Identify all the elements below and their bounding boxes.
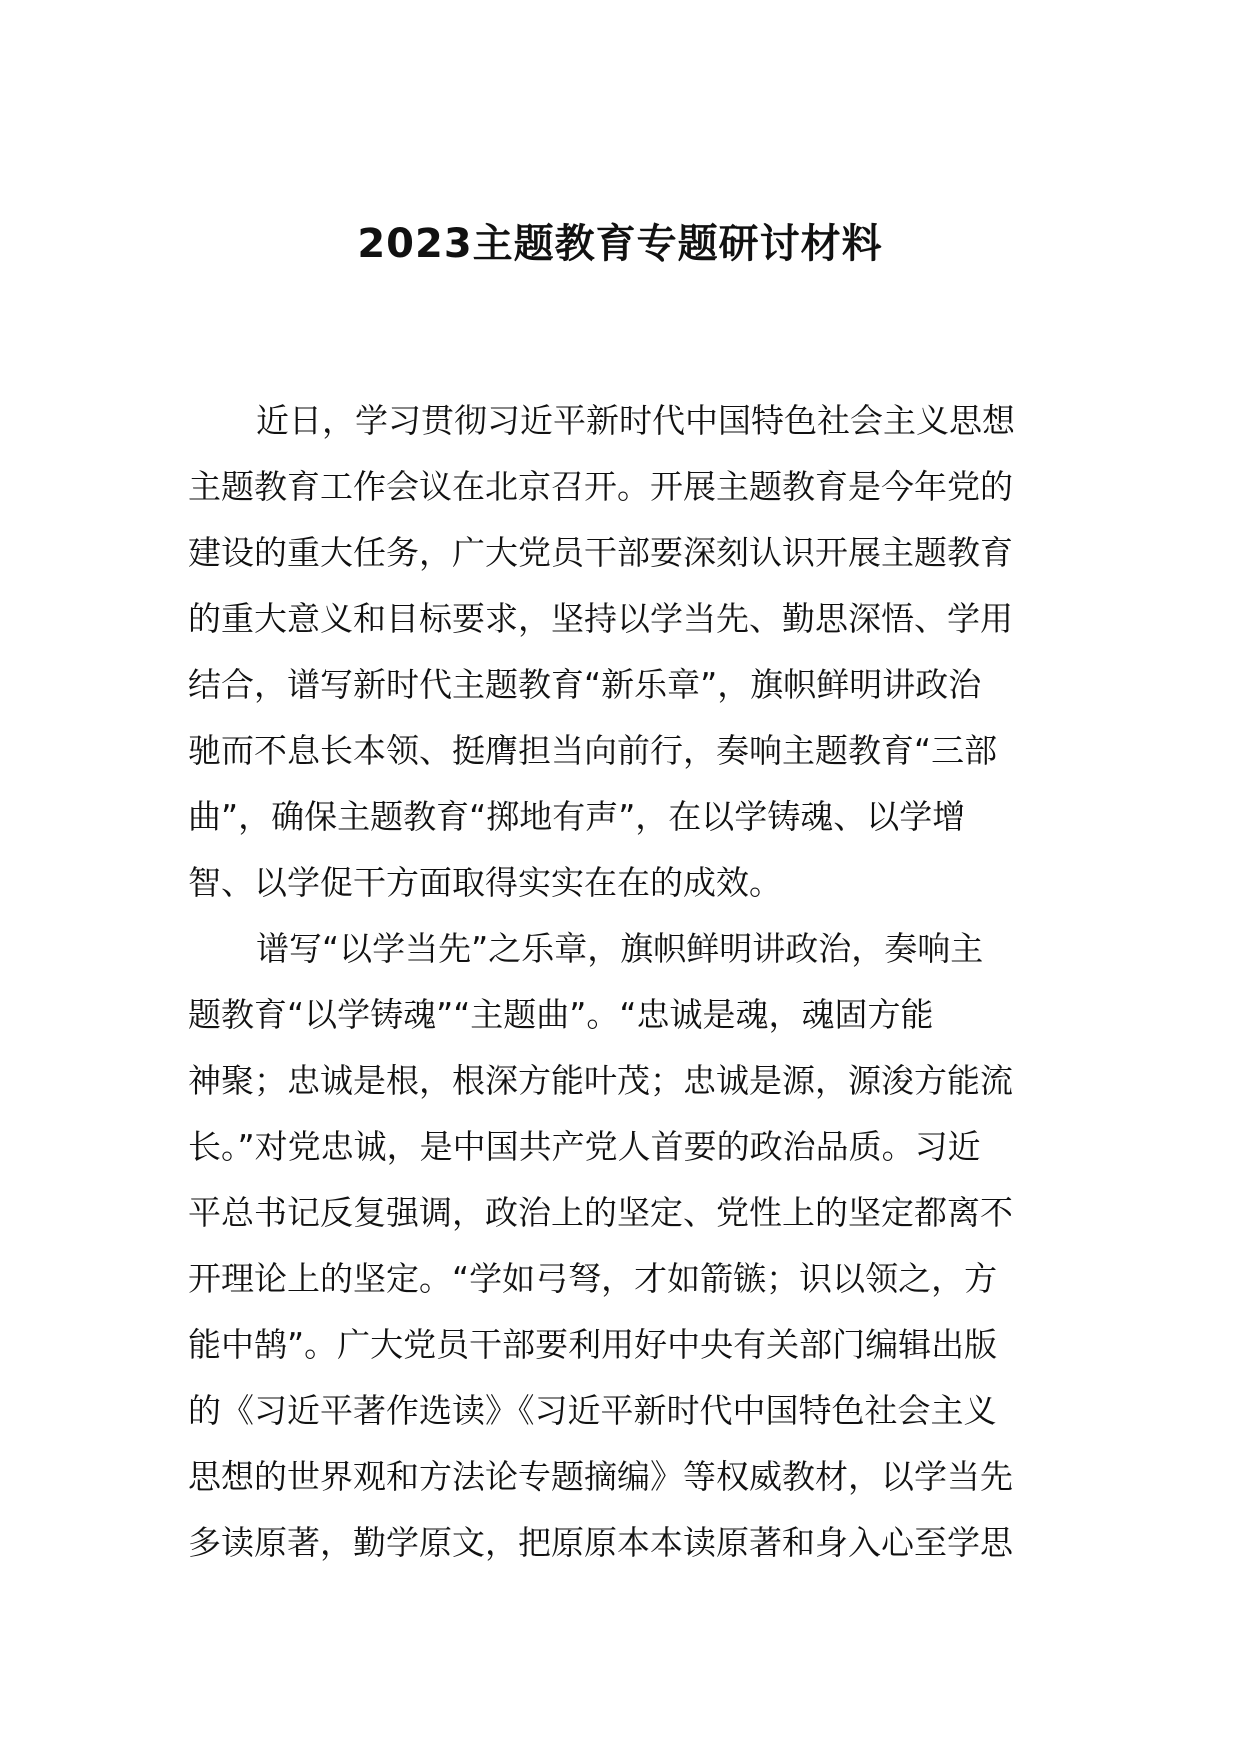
- text-line: 主题教育工作会议在北京召开。开展主题教育是今年党的: [188, 467, 1013, 506]
- text-line: 谱写“以学当先”之乐章，旗帜鲜明讲政治，奏响主: [256, 929, 984, 968]
- text-line: 曲”，确保主题教育“掷地有声”，在以学铸魂、以学增: [188, 797, 966, 836]
- text-line: 长。”对党忠诚，是中国共产党人首要的政治品质。习近: [188, 1127, 981, 1166]
- text-line: 智、以学促干方面取得实实在在的成效。: [188, 863, 782, 902]
- text-line: 驰而不息长本领、挺膺担当向前行，奏响主题教育“三部: [188, 731, 998, 770]
- text-line: 思想的世界观和方法论专题摘编》等权威教材，以学当先: [188, 1457, 1013, 1496]
- text-line: 的重大意义和目标要求，坚持以学当先、勤思深悟、学用: [188, 599, 1013, 638]
- text-line: 能中鹄”。广大党员干部要利用好中央有关部门编辑出版: [188, 1325, 998, 1364]
- document-title: 2023主题教育专题研讨材料: [357, 221, 883, 267]
- text-line: 多读原著，勤学原文，把原原本本读原著和身入心至学思: [188, 1523, 1013, 1562]
- text-line: 神聚；忠诚是根，根深方能叶茂；忠诚是源，源浚方能流: [188, 1061, 1013, 1100]
- text-line: 近日，学习贯彻习近平新时代中国特色社会主义思想: [256, 401, 1015, 440]
- text-line: 开理论上的坚定。“学如弓弩，才如箭镞；识以领之，方: [188, 1259, 998, 1298]
- text-line: 的《习近平著作选读》《习近平新时代中国特色社会主义: [188, 1391, 997, 1430]
- text-line: 平总书记反复强调，政治上的坚定、党性上的坚定都离不: [188, 1193, 1013, 1232]
- document-body: [188, 388, 1052, 1576]
- text-line: 建设的重大任务，广大党员干部要深刻认识开展主题教育: [188, 533, 1013, 572]
- text-line: 结合，谱写新时代主题教育“新乐章”，旗帜鲜明讲政治: [188, 665, 982, 704]
- text-line: 题教育“以学铸魂”“主题曲”。“忠诚是魂，魂固方能: [188, 995, 934, 1034]
